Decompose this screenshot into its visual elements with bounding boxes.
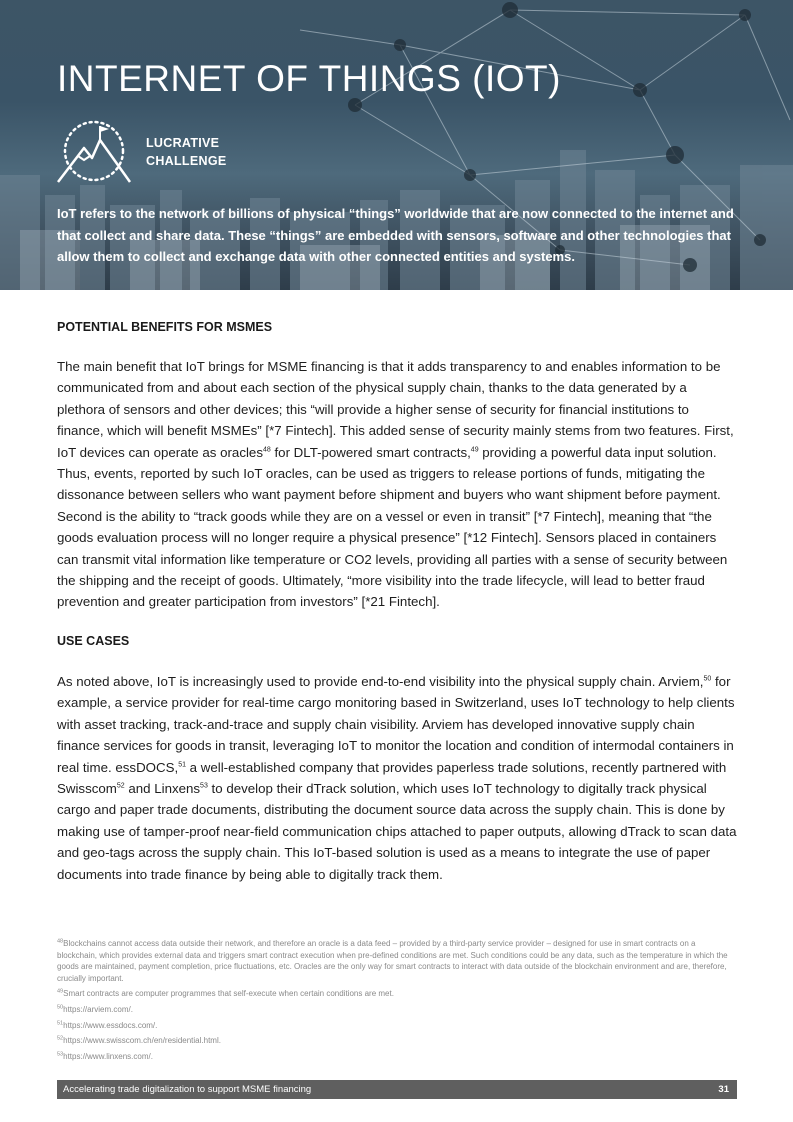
benefits-paragraph bbox=[57, 356, 737, 613]
footnote-link-linxens[interactable]: https://www.linxens.com/. bbox=[63, 1051, 153, 1061]
benefits-text-1: The main benefit that IoT brings for MSME financing is that it adds transparency to and enables information to be communicated from and about each section of the physical supply chain, thanks to the data generated by a plethora of sensors and other devices; this “will provide a higher sense of security for financial institutions to finance, which will benefit MSMEs” [*7 Fintech]. This added sense of security mainly stems from two features. First, IoT devices can operate as oracles bbox=[57, 359, 734, 460]
footnotes bbox=[57, 938, 737, 1066]
use-cases-text-2: for example, a service provider for real-time cargo monitoring based in Switzerland, uses IoT technology to help clients with asset tracking, track-and-trace and supply chain visibility. Arviem has developed innovative supply chain finance services for goods in transit, leveraging IoT to monitor the location and condition of intermodal containers in real time. essDOCS, bbox=[57, 674, 735, 775]
benefits-text-3: providing a powerful data input solution. Thus, events, reported by such IoT oracles, can be used as triggers to release portions of funds, mitigating the dissonance between sellers who want payment before shipment and buyers who want shipment before payment. Second is the ability to “track goods while they are on a vessel or even in transit” [*7 Fintech], meaning that “the goods evaluation process will no longer require a physical presence” [*12 Fintech]. Sensors placed in containers can transmit vital information like temperature or CO2 levels, providing all parties with a sense of security between the shipping and the receipt of goods. Ultimately, “more visibility into the trade lifecycle, will lead to better fraud prevention and greater participation from investors” [*21 Fintech]. bbox=[57, 444, 728, 610]
page-footer bbox=[57, 1080, 737, 1099]
footnote-49: $^{49}$Smart contracts are computer programmes that self-execute when certain conditions are met. bbox=[57, 988, 394, 999]
footnote-50: $^{50}$https://arviem.com/. bbox=[57, 1004, 133, 1014]
use-cases-text-3: a well-established company that provides paperless trade solutions, recently partnered with Swisscom bbox=[57, 759, 727, 797]
page-title: INTERNET OF THINGS (IOT) bbox=[57, 58, 561, 99]
footnote-51: $^{51}$https://www.essdocs.com/. bbox=[57, 1019, 158, 1030]
intro-paragraph: IoT refers to the network of billions of physical “things” worldwide that are now connected to the internet and that collect and share data. These “things” are embedded with sensors, software and other technologies that allow them to collect and exchange data with other connected entities and systems. bbox=[57, 206, 734, 264]
use-cases-paragraph bbox=[57, 671, 737, 885]
badge-line-2: CHALLENGE bbox=[146, 154, 227, 168]
page-number: 31 bbox=[718, 1084, 729, 1095]
footnote-ref-53: 53 bbox=[200, 782, 208, 790]
mountain-flag-icon bbox=[56, 118, 132, 184]
use-cases-heading: USE CASES bbox=[57, 634, 130, 648]
footnote-ref-52: 52 bbox=[116, 782, 125, 790]
use-cases-text-1: As noted above, IoT is increasingly used to provide end-to-end visibility into the physical supply chain. Arviem, bbox=[57, 674, 704, 689]
benefits-text-2: for DLT-powered smart contracts, bbox=[270, 444, 471, 460]
badge-line-1: LUCRATIVE bbox=[146, 136, 220, 150]
footnote-link-swisscom[interactable]: https://www.swisscom.ch/en/residential.html. bbox=[63, 1036, 221, 1046]
badge-label bbox=[146, 134, 226, 170]
footnote-53: $^{53}$https://www.linxens.com/. bbox=[57, 1051, 153, 1061]
footnote-48: $^{48}$Blockchains cannot access data outside their network, and therefore an oracle is a data feed – provided by a third-party service provider – designed for use in smart contracts on a blockchain, which provides external data and triggers smart contract execution when pre-defined conditions are met. Such conditions could be any data, such as the temperature in which the goods are maintained, payment completion, price fluctuations, etc. Oracles are the only way for smart contracts to interact with data outside of the blockchain environment and are, therefore, crucially important. bbox=[57, 938, 728, 983]
use-cases-text-5: to develop their dTrack solution, which uses IoT technology to digitally track physical cargo and paper trade documents, distributing the document source data across the supply chain. This is done by making use of tamper-proof near-field communication chips attached to paper outputs, allowing dTrack to scan data and geo-tags across the supply chain. This IoT-based solution is used as a means to integrate the use of paper documents into trade finance by being able to digitally track them. bbox=[57, 781, 737, 882]
footnote-ref-48: 48 bbox=[262, 446, 271, 454]
use-cases-text-4: and Linxens bbox=[124, 781, 201, 797]
benefits-heading: POTENTIAL BENEFITS FOR MSMES bbox=[57, 320, 273, 334]
hero-banner bbox=[0, 0, 793, 290]
footer-title: Accelerating trade digitalization to support MSME financing bbox=[63, 1084, 312, 1095]
footnote-52: $^{52}$https://www.swisscom.ch/en/residential.html. bbox=[57, 1035, 221, 1046]
footnote-ref-49: 49 bbox=[470, 446, 479, 454]
footnote-ref-50: 50 bbox=[703, 675, 712, 683]
footnote-link-arviem[interactable]: https://arviem.com/. bbox=[63, 1004, 133, 1014]
footnote-link-essdocs[interactable]: https://www.essdocs.com/. bbox=[63, 1020, 158, 1030]
footnote-ref-51: 51 bbox=[178, 761, 186, 769]
